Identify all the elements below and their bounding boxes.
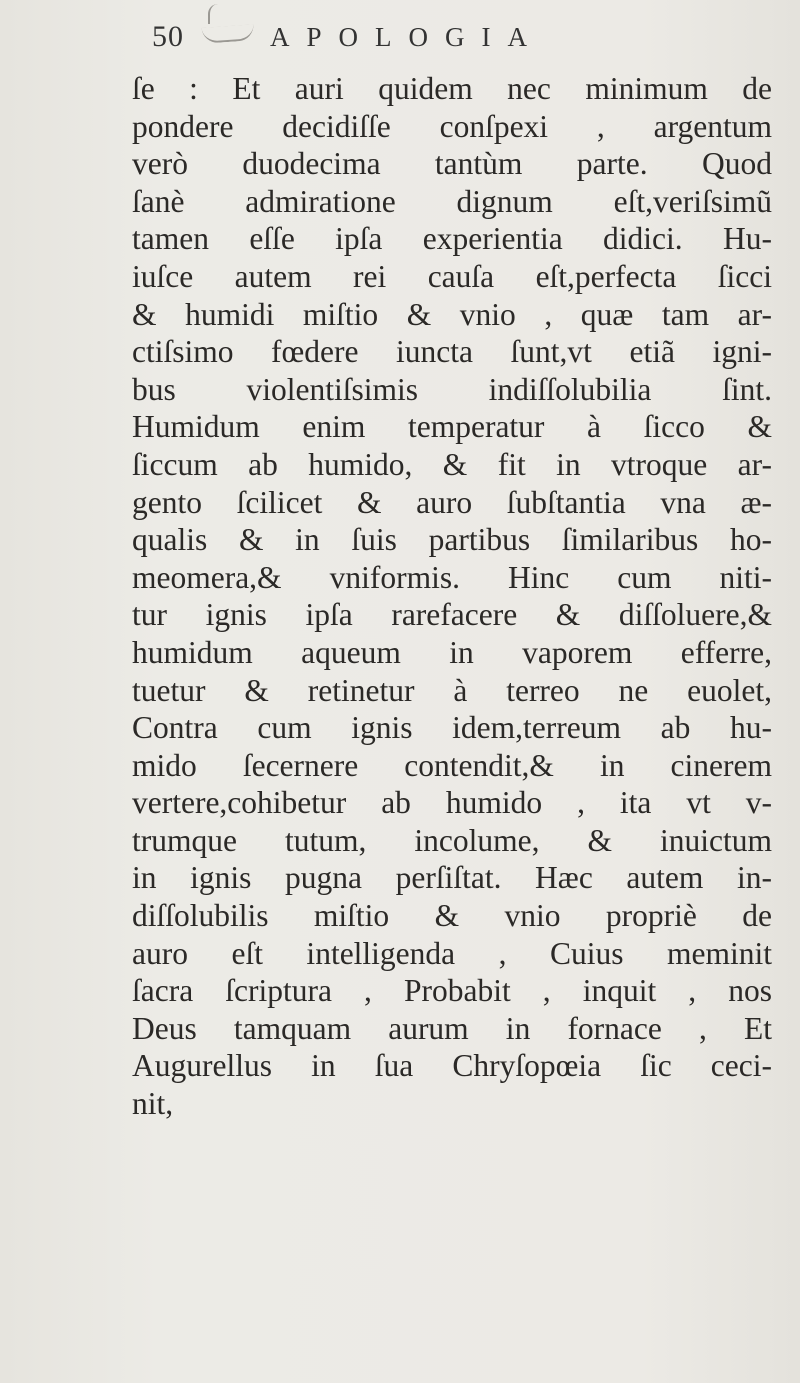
text-line: mido ſecernere contendit,& in cinerem [132, 747, 772, 783]
text-line: pondere decidiſſe conſpexi , argentum [132, 108, 772, 144]
text-line: tur ignis ipſa rarefacere & diſſoluere,& [132, 597, 772, 633]
text-line: tuetur & retinetur à terreo ne euolet, [132, 672, 772, 708]
text-line: tamen eſſe ipſa experientia didici. Hu- [132, 221, 772, 257]
page-header [152, 20, 752, 64]
page-number: 50 [152, 20, 184, 53]
text-line: ſiccum ab humido, & fit in vtroque ar- [132, 446, 772, 482]
text-line: vertere,cohibetur ab humido , ita vt v- [132, 785, 772, 821]
text-line: Augurellus in ſua Chryſopœia ſic ceci- [132, 1048, 772, 1084]
text-line: Contra cum ignis idem,terreum ab hu- [132, 710, 772, 746]
text-line: meomera,& vniformis. Hinc cum niti- [132, 559, 772, 595]
text-line: humidum aqueum in vaporem efferre, [132, 634, 772, 670]
text-line: diſſolubilis miſtio & vnio propriè de [132, 898, 772, 934]
text-line: verò duodecima tantùm parte. Quod [132, 146, 772, 182]
text-line: auro eſt intelligenda , Cuius meminit [132, 935, 772, 971]
text-line: Humidum enim temperatur à ſicco & [132, 409, 772, 445]
text-line: ſanè admiratione dignum eſt,veriſsimũ [132, 183, 772, 219]
text-line: gento ſcilicet & auro ſubſtantia vna æ- [132, 484, 772, 520]
text-line: trumque tutum, incolume, & inuictum [132, 822, 772, 858]
text-line: in ignis pugna perſiſtat. Hæc autem in- [132, 860, 772, 896]
text-line: nit, [132, 1086, 174, 1122]
text-line: Deus tamquam aurum in fornace , Et [132, 1010, 772, 1046]
text-line: qualis & in ſuis partibus ſimilaribus ho- [132, 522, 772, 558]
text-line: ſacra ſcriptura , Probabit , inquit , nos [132, 973, 772, 1009]
text-line: ctiſsimo fœdere iuncta ſunt,vt etiã igni- [132, 334, 772, 370]
text-line: bus violentiſsimis indiſſolubilia ſint. [132, 371, 772, 407]
ink-smudge-icon [198, 24, 262, 46]
text-line: & humidi miſtio & vnio , quæ tam ar- [132, 296, 772, 332]
text-line: ſe : Et auri quidem nec minimum de [132, 71, 772, 106]
running-title: APOLOGIA [270, 22, 544, 52]
body-text [132, 70, 772, 1123]
text-line: iuſce autem rei cauſa eſt,perfecta ſicci [132, 258, 772, 294]
